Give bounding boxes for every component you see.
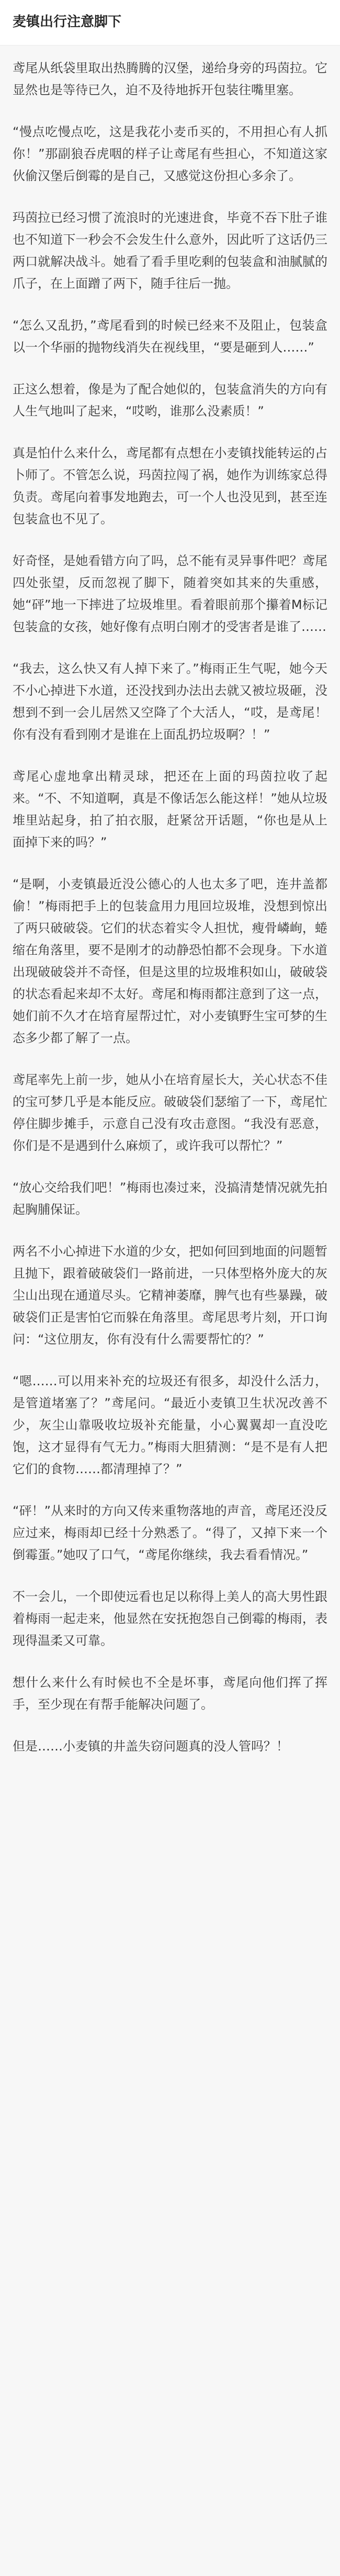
article-paragraph: 正这么想着，像是为了配合她似的，包装盒消失的方向有人生气地叫了起来，“哎哟，谁那么没素质！” bbox=[13, 381, 327, 419]
article-paragraph: 想什么来什么有时候也不全是坏事，鸢尾向他们挥了挥手，至少现在有帮手能解决问题了。 bbox=[13, 1675, 327, 1712]
article-title: 麦镇出行注意脚下 bbox=[13, 14, 122, 30]
article-paragraph: 鸢尾率先上前一步，她从小在培育屋长大，关心状态不佳的宝可梦几乎是本能反应。破破袋们瑟缩了一下，鸢尾忙停住脚步摊手，示意自己没有攻击意图。“我没有恶意，你们是不是遇到什么麻烦了，或许我可以帮忙？” bbox=[13, 1072, 327, 1153]
article-paragraph: “放心交给我们吧！”梅雨也凑过来，没搞清楚情况就先拍起胸脯保证。 bbox=[13, 1180, 327, 1217]
article-paragraph: 真是怕什么来什么，鸢尾都有点想在小麦镇找能转运的占卜师了。不管怎么说，玛茵拉闯了祸，她作为训练家总得负责。鸢尾向着事发地跑去，可一个人也没见到，甚至连包装盒也不见了。 bbox=[13, 445, 327, 526]
article-paragraph: 鸢尾心虚地拿出精灵球，把还在上面的玛茵拉收了起来。“不、不知道啊，真是不像话怎么能这样！”她从垃圾堆里站起身，拍了拍衣服，赶紧岔开话题，“你也是从上面掉下来的吗？” bbox=[13, 769, 327, 850]
article-paragraph: 但是……小麦镇的井盖失窃问题真的没人管吗？！ bbox=[13, 1738, 289, 1754]
article-paragraph: 不一会儿，一个即使远看也足以称得上美人的高大男性跟着梅雨一起走来，他显然在安抚抱怨自己倒霉的梅雨，表现得温柔又可靠。 bbox=[13, 1589, 327, 1648]
article-paragraph: “是啊，小麦镇最近没公德心的人也太多了吧，连井盖都偷！”梅雨把手上的包装盒用力甩回垃圾堆，没想到惊出了两只破破袋。它们的状态着实令人担忧，瘦骨嶙峋，蜷缩在角落里，要不是刚才的动静恐怕都不会现身。下水道出现破破袋并不奇怪，但是这里的垃圾堆积如山，破破袋的状态看起来却不太好。鸢尾和梅雨都注意到了这一点，她们前不久才在培育屋帮过忙，对小麦镇野生宝可梦的生态多少都了解了一点。 bbox=[13, 876, 327, 1045]
article-paragraph: “嗯……可以用来补充的垃圾还有很多，却没什么活力，是管道堵塞了？”鸢尾问。“最近小麦镇卫生状况改善不少，灰尘山靠吸收垃圾补充能量，小心翼翼却一直没吃饱，这才显得有气无力。”梅雨大胆猜测：“是不是有人把它们的食物……都清理掉了？” bbox=[13, 1373, 327, 1476]
article-paragraph: “砰！”从来时的方向又传来重物落地的声音，鸢尾还没反应过来，梅雨却已经十分熟悉了。“得了，又掉下来一个倒霉蛋。”她叹了口气，“鸢尾你继续，我去看看情况。” bbox=[13, 1503, 327, 1562]
article-paragraph: 好奇怪，是她看错方向了吗，总不能有灵异事件吧？鸢尾四处张望，反而忽视了脚下，随着突如其来的失重感，她“砰”地一下摔进了垃圾堆里。看着眼前那个攥着M标记包装盒的女孩，她好像有点明白刚才的受害者是谁了…… bbox=[13, 553, 327, 634]
article-paragraph: 鸢尾从纸袋里取出热腾腾的汉堡，递给身旁的玛茵拉。它显然也是等待已久，迫不及待地拆开包装往嘴里塞。 bbox=[13, 60, 327, 97]
article-paragraph: “慢点吃慢点吃，这是我花小麦币买的，不用担心有人抓你！”那副狼吞虎咽的样子让鸢尾有些担心，不知道这家伙偷汉堡后倒霉的是自己，又感觉这份担心多余了。 bbox=[13, 124, 327, 183]
header bbox=[0, 0, 340, 46]
article-paragraph: “我去，这么快又有人掉下来了。”梅雨正生气呢，她今天不小心掉进下水道，还没找到办法出去就又被垃圾砸，没想到不到一会儿居然又空降了个大活人，“哎，是鸢尾！你有没有看到刚才是谁在上面乱扔垃圾啊？！” bbox=[13, 661, 327, 742]
article-paragraph: 玛茵拉已经习惯了流浪时的光速进食，毕竟不吞下肚子谁也不知道下一秒会不会发生什么意外，因此听了这话仍三两口就解决战斗。她看了看手里吃剩的包装盒和油腻腻的爪子，在上面蹭了两下，随手往后一抛。 bbox=[13, 210, 327, 291]
article-body bbox=[0, 46, 340, 1819]
article-paragraph: “怎么又乱扔，”鸢尾看到的时候已经来不及阻止，包装盒以一个华丽的抛物线消失在视线里，“要是砸到人……” bbox=[13, 318, 327, 355]
article-paragraph: 两名不小心掉进下水道的少女，把如何回到地面的问题暂且抛下，跟着破破袋们一路前进，一只体型格外庞大的灰尘山出现在通道尽头。它精神萎靡，脾气也有些暴躁，破破袋们正是害怕它而躲在角落里。鸢尾思考片刻，开口询问：“这位朋友，你有没有什么需要帮忙的？” bbox=[13, 1244, 327, 1347]
